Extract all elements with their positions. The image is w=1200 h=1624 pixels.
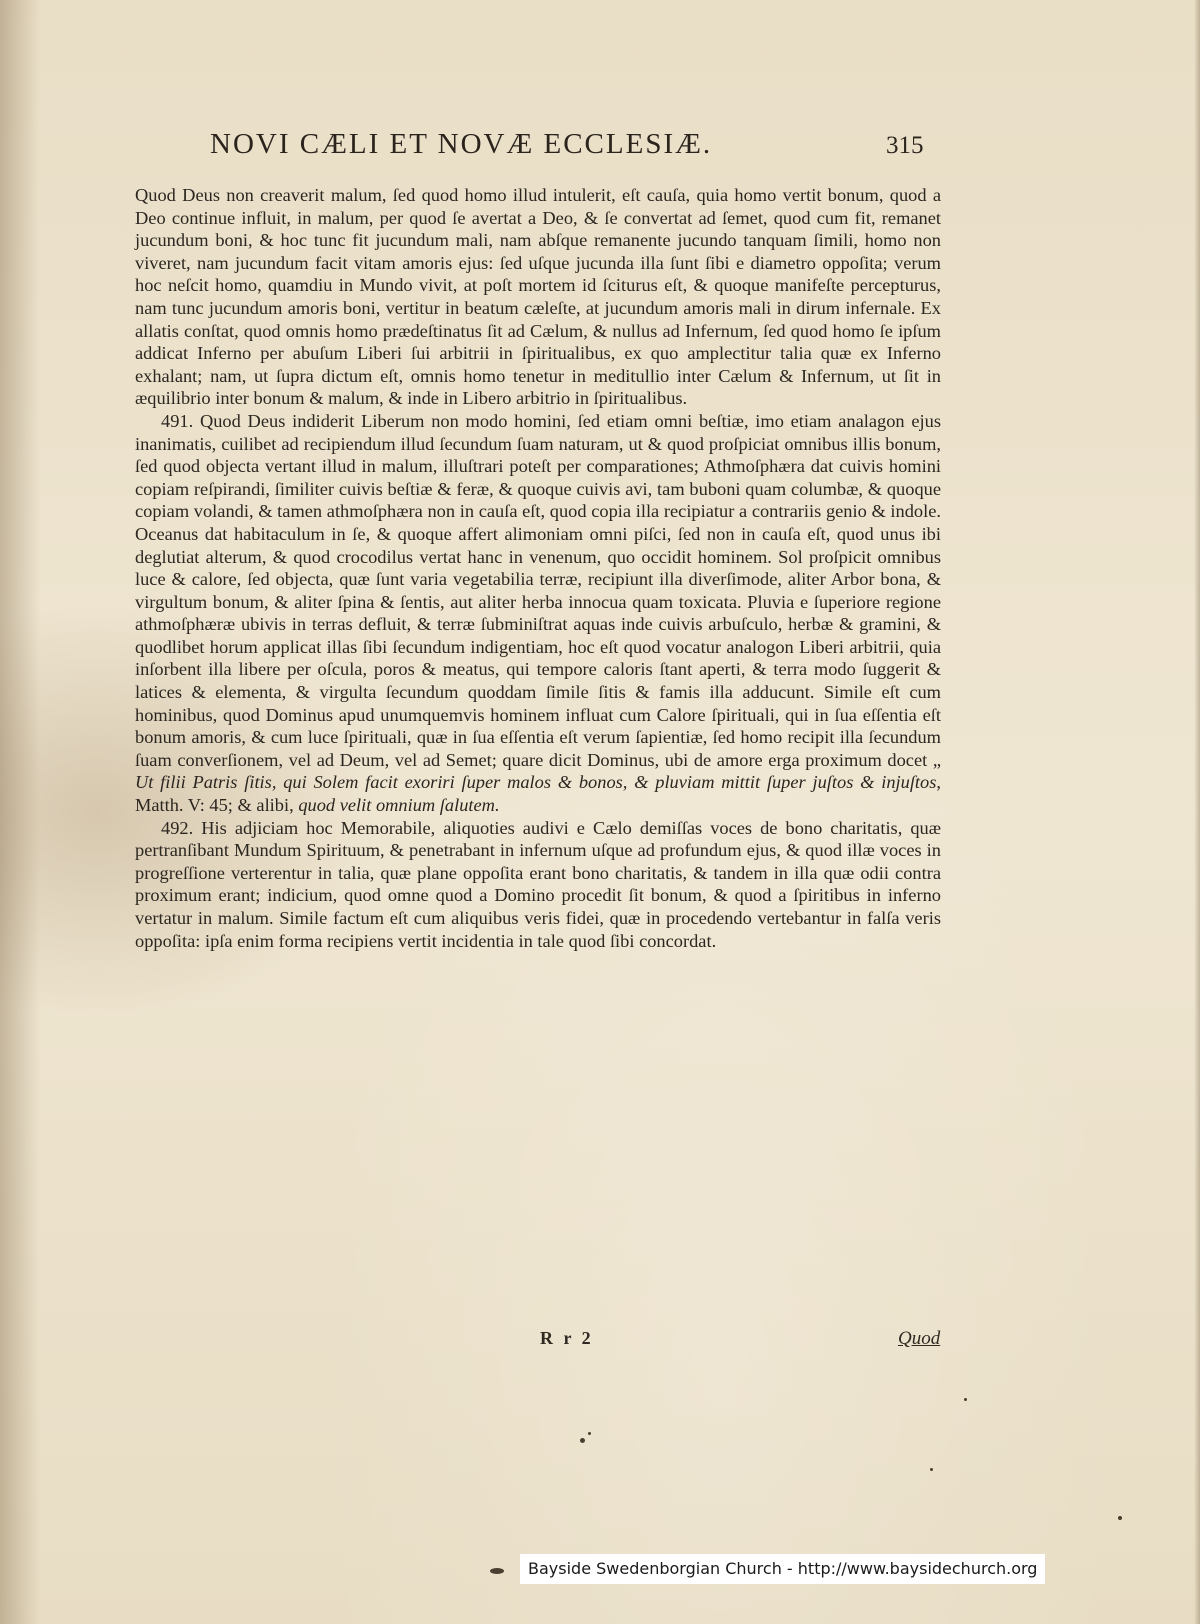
paragraph-text: His adjiciam hoc Memorabile, aliquoties audivi e Cælo demiſſas voces de bono charitatis, quæ pertranſibant Mundum Spirituum, & penetrabant in infernum uſque ad profundum ejus, & quod illæ voces in progreſſione verterentur in talia, quæ plane oppoſita erant bono charitatis, & tandem in illa quæ odii contra proximum erant; indicium, quod omne quod a Domino procedit ſit bonum, & quod a ſpiritibus in inferno vertatur in malum. Simile factum eſt cum aliquibus veris fidei, quæ in procedendo vertebantur in falſa veris oppoſita: ipſa enim forma recipiens vertit incidentia in tale quod ſibi concordat. bbox=[135, 817, 941, 951]
page-edge-shadow bbox=[0, 0, 40, 1624]
footer-link[interactable]: http://www.baysidechurch.org bbox=[797, 1559, 1038, 1578]
footer-label: Bayside Swedenborgian Church - bbox=[528, 1559, 798, 1578]
scripture-quote-2: quod velit omnium ſalutem. bbox=[298, 795, 500, 816]
paragraph-491 bbox=[135, 410, 941, 817]
ink-speck bbox=[580, 1438, 585, 1443]
paragraph-492 bbox=[135, 817, 941, 953]
paragraph-number: 492. bbox=[161, 817, 194, 838]
page-fold-shadow bbox=[1194, 0, 1200, 1624]
ink-speck bbox=[1118, 1516, 1122, 1520]
footer-banner bbox=[520, 1554, 1045, 1584]
running-title: NOVI CÆLI ET NOVÆ ECCLESIÆ. bbox=[210, 128, 713, 160]
scripture-reference: , Matth. V: 45; & alibi, bbox=[135, 772, 941, 816]
running-head bbox=[210, 128, 950, 172]
paragraph-intro bbox=[135, 184, 941, 410]
page-number: 315 bbox=[886, 132, 924, 159]
ink-speck bbox=[588, 1432, 591, 1435]
signature-mark: R r 2 bbox=[540, 1328, 594, 1348]
ink-speck bbox=[930, 1468, 933, 1471]
ink-speck bbox=[964, 1398, 967, 1401]
catchword: Quod bbox=[898, 1328, 941, 1349]
paragraph-number: 491. bbox=[161, 410, 194, 431]
paragraph-text: Quod Deus indiderit Liberum non modo homini, ſed etiam omni beſtiæ, imo etiam analagon ejus inanimatis, cuilibet ad recipiendum illud ſecundum ſuam naturam, ut & quod proſpiciat omnibus illis bonum, ſed quod objecta vertant illud in malum, illuſtrari poteſt per comparationes; Athmoſphæra dat cuivis homini copiam reſpirandi, ſimiliter cuivis beſtiæ & feræ, & quoque cuivis avi, tam buboni quam columbæ, & quoque copiam volandi, & tamen athmoſphæra non in cauſa eſt, quod copia illa recipiatur a contrariis genio & indole. Oceanus dat habitaculum in ſe, & quoque affert alimoniam omni piſci, ſed non in cauſa eſt, quod unus ibi deglutiat alterum, & quod crocodilus vertat hanc in venenum, quo occidit hominem. Sol proſpicit omnibus luce & calore, ſed objecta, quæ ſunt varia vegetabilia terræ, recipiunt illa diverſimode, aliter Arbor bona, & virgultum bonum, & aliter ſpina & ſentis, aut aliter herba innocua quam toxicata. Pluvia e ſuperiore regione athmoſphæræ ubivis in terras defluit, & terræ ſubminiſtrat aquas inde cuivis arbuſculo, herbæ & gramini, & quodlibet horum applicat illas ſibi ſecundum indigentiam, hoc eſt quod vocatur analogon Liberi arbitrii, quia inſorbent illa libere per oſcula, poros & meatus, qui tempore caloris ſtant aperti, & terra modo ſuggerit & latices & elementa, & virgulta ſecundum quoddam ſimile ſitis & famis illa adducunt. Simile eſt cum hominibus, quod Dominus apud unumquemvis hominem influat cum Calore ſpirituali, qui in ſua eſſentia eſt bonum amoris, & cum luce ſpirituali, quæ in ſua eſſentia eſt verum ſapientiæ, ſed homo recipit illa ſecundum ſuam converſionem, vel ad Deum, vel ad Semet; quare dicit Dominus, ubi de amore erga proximum docet „ bbox=[135, 410, 941, 770]
paragraph-text: Quod Deus non creaverit malum, ſed quod homo illud intulerit, eſt cauſa, quia homo vertit bonum, quod a Deo continue influit, in malum, per quod ſe avertat a Deo, & ſe convertat ad ſemet, quod cum fit, remanet jucundum boni, & hoc tunc fit jucundum mali, nam abſque remanente jucundo tanquam ſimili, homo non viveret, nam jucundum facit vitam amoris ejus: ſed uſque jucunda illa ſunt ſibi e diametro oppoſita; verum hoc neſcit homo, quamdiu in Mundo vivit, at poſt mortem id ſciturus eſt, & quoque manifeſte percepturus, nam tunc jucundum amoris boni, vertitur in beatum cæleſte, at jucundum amoris mali in dirum infernale. Ex allatis conſtat, quod omnis homo prædeſtinatus ſit ad Cælum, & nullus ad Infernum, ſed quod homo ſe ipſum addicat Inferno per abuſum Liberi ſui arbitrii in ſpiritualibus, ex quo amplectitur talia quæ ex Inferno exhalant; nam, ut ſupra dictum eſt, omnis homo tenetur in meditullio inter Cælum & Infernum, ut ſit in æquilibrio inter bonum & malum, & inde in Libero arbitrio in ſpiritualibus. bbox=[135, 185, 941, 409]
scripture-quote: Ut filii Patris ſitis, qui Solem facit exoriri ſuper malos & bonos, & pluviam mittit ſuper juſtos & injuſtos bbox=[135, 772, 937, 793]
ink-speck bbox=[490, 1568, 504, 1574]
body-text bbox=[135, 184, 941, 952]
